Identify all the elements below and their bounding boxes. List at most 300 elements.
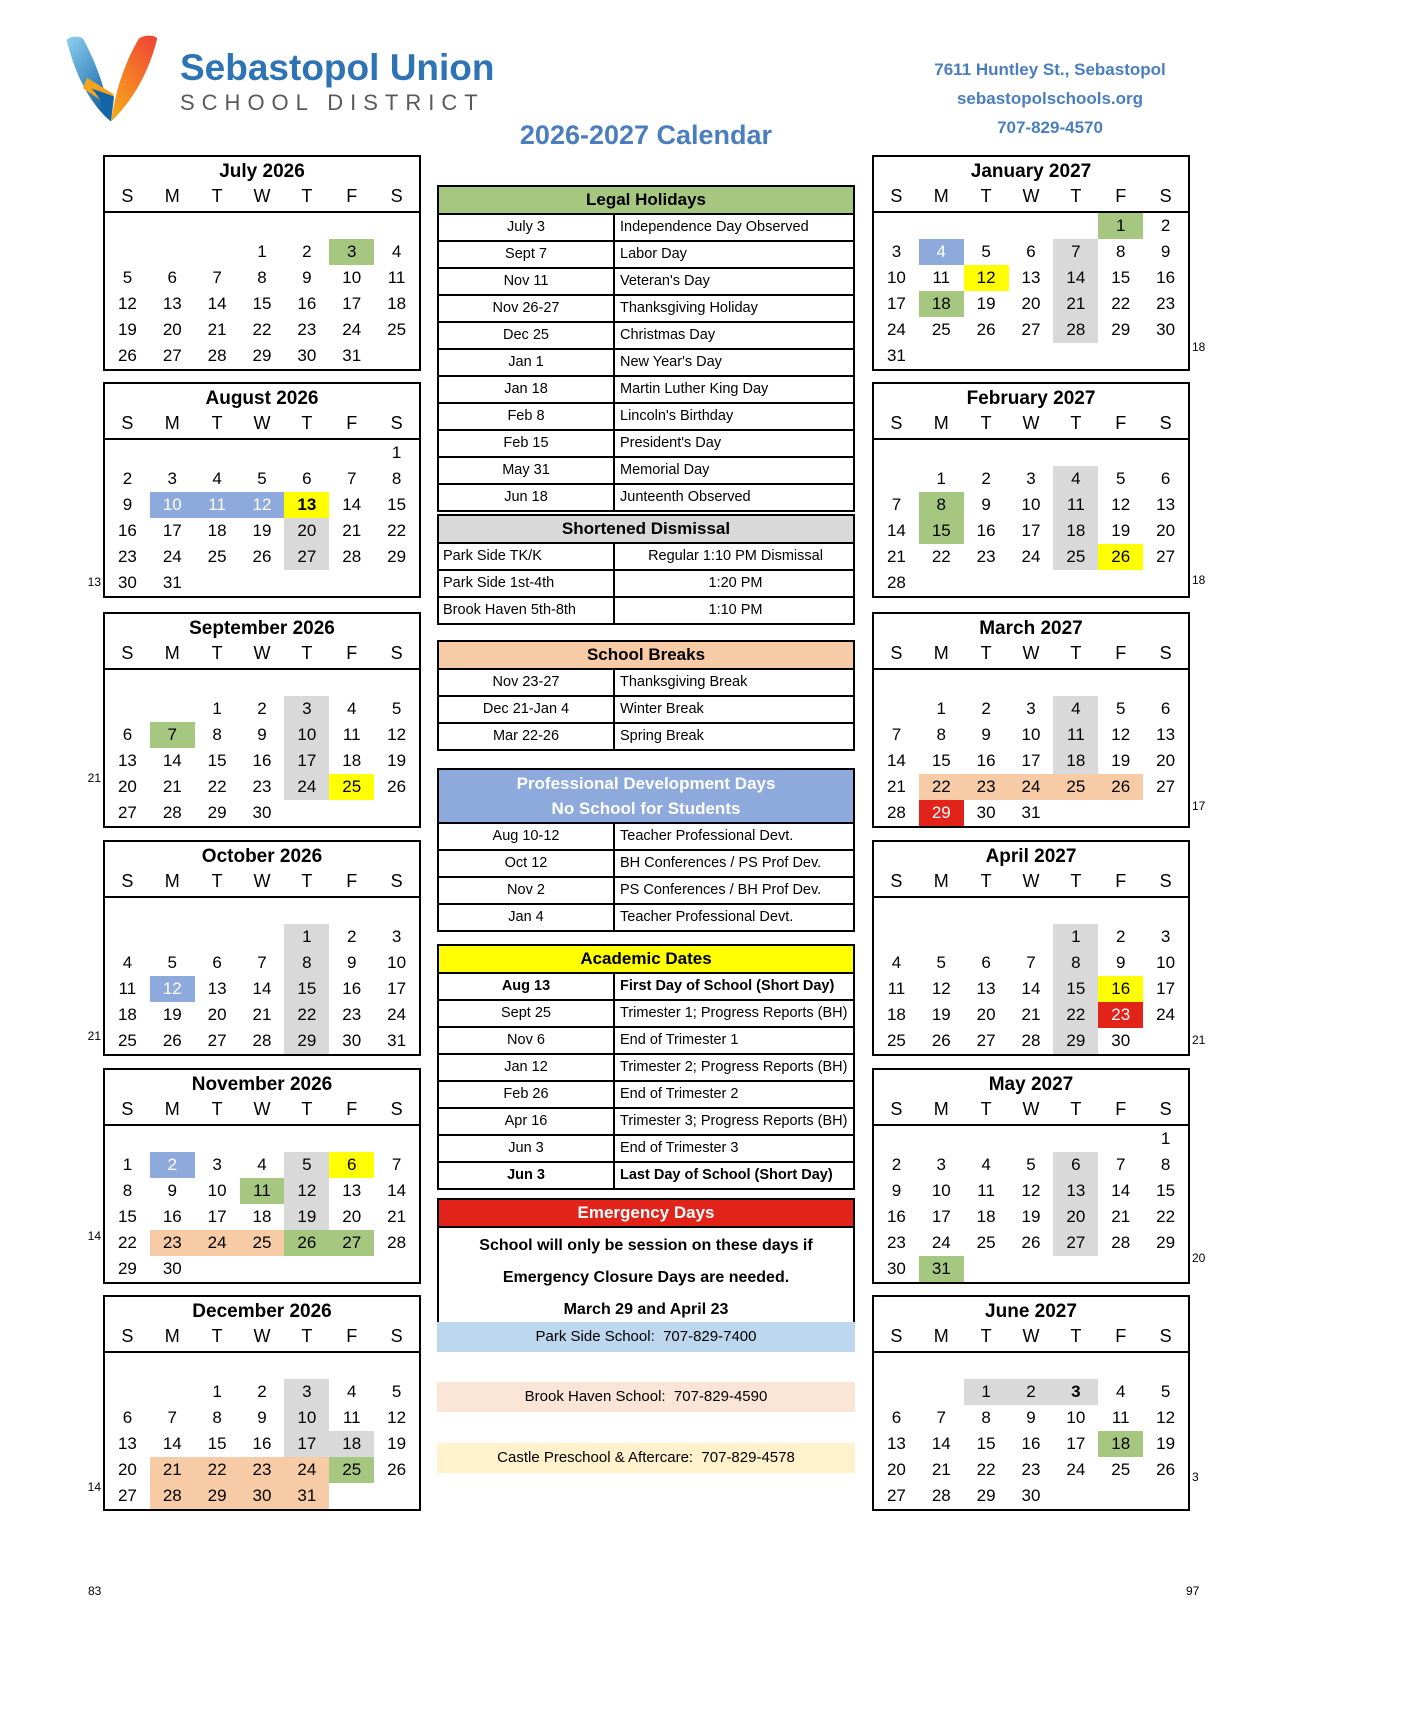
desc-cell: BH Conferences / PS Prof Dev. <box>620 855 822 871</box>
date-cell: Feb 8 <box>439 404 615 429</box>
day-cell: 17 <box>342 294 362 313</box>
day-cell: 21 <box>162 777 182 796</box>
day-cell <box>150 696 195 722</box>
day-cell: 10 <box>1021 495 1041 514</box>
day-cell: 20 <box>117 777 137 796</box>
day-cell: 15 <box>931 751 951 770</box>
month-title: November 2026 <box>191 1074 333 1095</box>
day-cell: 25 <box>329 774 374 800</box>
day-cell <box>105 898 150 924</box>
day-cell <box>874 1379 919 1405</box>
day-cell: 30 <box>342 1031 362 1050</box>
day-cell <box>150 213 195 239</box>
day-cell: 12 <box>240 492 285 518</box>
day-cell: 20 <box>886 1460 906 1479</box>
table-row <box>439 903 853 930</box>
day-cell: 20 <box>162 320 182 339</box>
day-cell: 5 <box>257 469 267 488</box>
desc-cell: Independence Day Observed <box>620 219 809 235</box>
weekday-label: M <box>933 643 949 663</box>
month-title: February 2027 <box>966 388 1096 409</box>
month-day-count: 13 <box>87 575 101 589</box>
day-cell <box>874 213 919 239</box>
date-cell: Dec 25 <box>439 323 615 348</box>
day-cell: 27 <box>207 1031 227 1050</box>
day-cell: 10 <box>1021 725 1041 744</box>
day-cell: 25 <box>1053 544 1098 570</box>
day-cell: 7 <box>891 495 902 514</box>
weekday-label: S <box>1159 413 1172 433</box>
day-cell: 13 <box>1156 725 1176 744</box>
day-cell: 8 <box>919 492 964 518</box>
weekday-label: F <box>346 1326 358 1346</box>
day-cell: 26 <box>1098 544 1143 570</box>
weekday-label: W <box>253 643 271 663</box>
day-cell <box>919 924 964 950</box>
weekday-label: F <box>346 186 358 206</box>
weekday-label: T <box>211 1326 223 1346</box>
day-cell: 6 <box>1053 1152 1098 1178</box>
day-cell <box>1098 1353 1143 1379</box>
day-cell: 5 <box>936 953 946 972</box>
day-cell <box>240 213 285 239</box>
month-day-count: 18 <box>1192 340 1206 354</box>
month-july-2026 <box>103 155 421 371</box>
day-cell <box>195 1126 240 1152</box>
day-cell <box>874 440 919 466</box>
day-cell: 4 <box>1115 1382 1126 1401</box>
day-cell: 20 <box>1156 521 1176 540</box>
weekday-header-row <box>874 184 1188 213</box>
day-cell: 28 <box>1021 1031 1041 1050</box>
weekday-label: S <box>121 1099 134 1119</box>
day-cell: 6 <box>167 268 177 287</box>
day-cell: 3 <box>1026 469 1036 488</box>
day-cell: 27 <box>284 544 329 570</box>
emergency-days-line-1: School will only be session on these days if <box>479 1237 813 1254</box>
month-day-count: 14 <box>87 1229 101 1243</box>
table-row <box>439 972 853 999</box>
day-cell: 27 <box>886 1486 906 1505</box>
day-cell: 9 <box>257 725 267 744</box>
day-cell: 14 <box>886 751 906 770</box>
day-cell: 6 <box>1026 242 1036 261</box>
school-contact-bar-3: Castle Preschool & Aftercare: 707-829-4578 <box>437 1443 855 1473</box>
weekday-label: S <box>390 1326 403 1346</box>
day-cell: 22 <box>1156 1207 1176 1226</box>
day-cell: 11 <box>1053 722 1098 748</box>
day-cell: 8 <box>391 469 402 488</box>
day-cell: 20 <box>1053 1204 1098 1230</box>
day-cell <box>105 670 150 696</box>
day-cell: 6 <box>1160 699 1171 718</box>
day-cell: 4 <box>391 242 402 261</box>
day-cell: 20 <box>976 1005 996 1024</box>
day-cell <box>874 898 919 924</box>
day-cell <box>1143 1483 1188 1509</box>
date-cell: Park Side TK/K <box>439 544 615 569</box>
day-cell: 16 <box>162 1207 182 1226</box>
school-contact-bar-1: Park Side School: 707-829-7400 <box>437 1322 855 1352</box>
day-cell: 25 <box>1111 1460 1131 1479</box>
day-cell <box>919 1126 964 1152</box>
weekday-label: M <box>164 871 180 891</box>
day-cell: 7 <box>167 1408 177 1427</box>
day-cell: 4 <box>257 1155 267 1174</box>
day-cell: 24 <box>1021 547 1041 566</box>
day-cell: 6 <box>302 469 312 488</box>
day-cell: 23 <box>1021 1460 1041 1479</box>
weekday-label: W <box>1022 186 1040 206</box>
day-cell: 22 <box>976 1460 996 1479</box>
day-cell: 30 <box>1156 320 1176 339</box>
day-cell: 16 <box>976 521 996 540</box>
day-cell: 9 <box>891 1181 902 1200</box>
weekday-label: T <box>980 413 992 433</box>
month-day-count: 21 <box>87 771 101 785</box>
day-cell: 31 <box>886 346 906 365</box>
day-cell: 28 <box>931 1486 951 1505</box>
day-cell: 13 <box>207 979 227 998</box>
desc-cell: Veteran's Day <box>620 273 710 289</box>
day-cell <box>329 440 374 466</box>
desc-cell: Thanksgiving Holiday <box>620 300 758 316</box>
date-cell: Nov 6 <box>439 1028 615 1053</box>
day-cell: 7 <box>150 722 195 748</box>
day-cell <box>329 213 374 239</box>
date-cell: Aug 10-12 <box>439 824 615 849</box>
desc-cell: Labor Day <box>620 246 687 262</box>
day-cell: 15 <box>117 1207 137 1226</box>
day-cell <box>1098 1256 1143 1282</box>
desc-cell: End of Trimester 1 <box>620 1032 739 1048</box>
weekday-label: M <box>164 1099 180 1119</box>
weekday-label: S <box>121 413 134 433</box>
weekday-label: S <box>390 1099 403 1119</box>
day-cell: 29 <box>207 803 227 822</box>
day-cell: 24 <box>284 774 329 800</box>
day-cell: 21 <box>886 777 906 796</box>
day-cell: 15 <box>1111 268 1131 287</box>
day-cell: 19 <box>976 294 996 313</box>
weekday-label: T <box>211 643 223 663</box>
day-cell: 9 <box>1115 953 1126 972</box>
day-cell <box>329 898 374 924</box>
month-day-grid <box>874 440 1188 596</box>
day-cell: 13 <box>162 294 182 313</box>
day-cell: 26 <box>1021 1233 1041 1252</box>
day-cell: 8 <box>1160 1155 1171 1174</box>
weekday-label: S <box>121 871 134 891</box>
weekday-label: S <box>1159 643 1172 663</box>
day-cell <box>1098 1483 1143 1509</box>
day-cell: 9 <box>257 1408 267 1427</box>
day-cell: 21 <box>1111 1207 1131 1226</box>
day-cell: 3 <box>167 469 177 488</box>
day-cell: 22 <box>207 777 227 796</box>
weekday-label: T <box>211 1099 223 1119</box>
date-cell: Jan 18 <box>439 377 615 402</box>
day-cell: 31 <box>162 573 182 592</box>
weekday-label: S <box>390 643 403 663</box>
day-cell: 16 <box>252 751 272 770</box>
day-cell: 23 <box>342 1005 362 1024</box>
day-cell: 3 <box>936 1155 946 1174</box>
emergency-days-line-3: March 29 and April 23 <box>563 1301 729 1318</box>
day-cell: 3 <box>1053 1379 1098 1405</box>
desc-cell: 1:20 PM <box>708 575 763 591</box>
day-cell <box>284 1126 329 1152</box>
day-cell <box>874 696 919 722</box>
day-cell: 6 <box>329 1152 374 1178</box>
district-logo-icon <box>60 34 164 130</box>
district-subtitle: SCHOOL DISTRICT <box>180 90 485 116</box>
day-cell: 18 <box>1053 518 1098 544</box>
day-cell: 15 <box>1156 1181 1176 1200</box>
day-cell: 12 <box>1156 1408 1176 1427</box>
weekday-label: S <box>890 186 903 206</box>
district-name-block <box>180 48 495 117</box>
day-cell <box>195 570 240 596</box>
day-cell <box>1143 800 1188 826</box>
desc-cell: 1:10 PM <box>708 602 763 618</box>
day-cell: 22 <box>1053 1002 1098 1028</box>
day-cell: 20 <box>1156 751 1176 770</box>
month-title: April 2027 <box>985 846 1077 867</box>
day-cell <box>964 670 1009 696</box>
day-cell: 31 <box>919 1256 964 1282</box>
day-cell <box>150 440 195 466</box>
month-february-2027 <box>872 382 1206 598</box>
table-row <box>439 695 853 722</box>
day-cell: 4 <box>346 1382 357 1401</box>
day-cell: 27 <box>162 346 182 365</box>
day-cell: 3 <box>1026 699 1036 718</box>
day-cell: 26 <box>252 547 272 566</box>
day-cell <box>964 1353 1009 1379</box>
day-cell <box>329 1353 374 1379</box>
day-cell: 27 <box>117 803 137 822</box>
day-cell: 5 <box>1160 1382 1171 1401</box>
day-cell: 23 <box>1098 1002 1143 1028</box>
weekday-label: S <box>890 871 903 891</box>
date-cell: Apr 16 <box>439 1109 615 1134</box>
day-cell: 10 <box>387 953 407 972</box>
day-cell: 9 <box>302 268 312 287</box>
weekday-label: F <box>1115 186 1127 206</box>
day-cell: 25 <box>976 1233 996 1252</box>
day-cell: 11 <box>195 492 240 518</box>
day-cell: 14 <box>162 1434 182 1453</box>
weekday-label: W <box>1022 643 1040 663</box>
day-cell: 25 <box>387 320 407 339</box>
month-title: June 2027 <box>985 1301 1077 1322</box>
date-cell: Oct 12 <box>439 851 615 876</box>
day-cell: 6 <box>1160 469 1171 488</box>
weekday-header-row <box>874 411 1188 440</box>
day-cell: 6 <box>981 953 991 972</box>
professional-development-table-header <box>439 770 853 822</box>
day-cell: 3 <box>284 696 329 722</box>
table-row <box>439 849 853 876</box>
day-cell: 14 <box>1053 265 1098 291</box>
desc-cell: New Year's Day <box>620 354 722 370</box>
day-cell: 4 <box>212 469 222 488</box>
emergency-days-line-2: Emergency Closure Days are needed. <box>502 1269 790 1286</box>
day-cell: 23 <box>252 777 272 796</box>
day-cell: 1 <box>212 699 222 718</box>
table-row <box>439 456 853 483</box>
day-cell: 24 <box>284 1457 329 1483</box>
desc-cell: End of Trimester 3 <box>620 1140 739 1156</box>
day-cell: 18 <box>252 1207 272 1226</box>
day-cell <box>105 1353 150 1379</box>
day-cell: 18 <box>886 1005 906 1024</box>
day-cell: 29 <box>1111 320 1131 339</box>
day-cell: 16 <box>976 751 996 770</box>
day-cell: 23 <box>964 774 1009 800</box>
day-cell: 23 <box>117 547 137 566</box>
day-cell: 5 <box>391 1382 402 1401</box>
day-cell <box>1143 570 1188 596</box>
day-cell: 6 <box>122 725 133 744</box>
day-cell: 3 <box>329 239 374 265</box>
month-august-2026 <box>87 382 421 598</box>
month-day-count: 21 <box>1192 1033 1206 1047</box>
day-cell: 5 <box>391 699 402 718</box>
date-cell: Jan 12 <box>439 1055 615 1080</box>
day-cell: 10 <box>886 268 906 287</box>
day-cell: 12 <box>1111 495 1131 514</box>
day-cell: 13 <box>284 492 329 518</box>
day-cell: 21 <box>207 320 227 339</box>
desc-cell: Trimester 3; Progress Reports (BH) <box>620 1113 848 1129</box>
day-cell: 5 <box>1115 469 1126 488</box>
day-cell: 7 <box>346 469 357 488</box>
day-cell: 8 <box>212 725 222 744</box>
day-cell: 2 <box>1160 216 1171 235</box>
day-cell <box>105 696 150 722</box>
day-cell: 16 <box>117 521 137 540</box>
day-cell: 2 <box>150 1152 195 1178</box>
day-cell: 13 <box>1053 1178 1098 1204</box>
day-cell: 29 <box>976 1486 996 1505</box>
day-cell <box>195 1256 240 1282</box>
day-cell: 8 <box>212 1408 222 1427</box>
weekday-header-row <box>874 1324 1188 1353</box>
day-cell: 19 <box>1111 751 1131 770</box>
day-cell: 30 <box>252 803 272 822</box>
table-row <box>439 348 853 375</box>
day-cell: 16 <box>1098 976 1143 1002</box>
weekday-header-row <box>105 184 419 213</box>
table-row <box>439 1026 853 1053</box>
day-cell: 17 <box>284 748 329 774</box>
day-cell: 14 <box>886 521 906 540</box>
day-cell: 17 <box>162 521 182 540</box>
day-cell: 6 <box>891 1408 902 1427</box>
weekday-label: F <box>346 413 358 433</box>
day-cell: 2 <box>891 1155 902 1174</box>
weekday-label: T <box>211 871 223 891</box>
day-cell: 26 <box>1098 774 1143 800</box>
weekday-label: M <box>933 413 949 433</box>
day-cell: 3 <box>212 1155 222 1174</box>
month-day-grid <box>874 898 1188 1054</box>
table-row <box>439 1080 853 1107</box>
month-day-count: 14 <box>87 1480 101 1494</box>
day-cell: 8 <box>981 1408 991 1427</box>
weekday-label: F <box>346 871 358 891</box>
day-cell <box>105 213 150 239</box>
weekday-label: M <box>164 186 180 206</box>
day-cell <box>1009 670 1054 696</box>
day-cell: 11 <box>342 725 361 744</box>
day-cell <box>329 1126 374 1152</box>
day-cell: 17 <box>886 294 906 313</box>
month-day-grid <box>105 898 419 1054</box>
day-cell: 1 <box>212 1382 222 1401</box>
day-cell <box>964 343 1009 369</box>
month-october-2026 <box>87 840 421 1056</box>
day-cell: 29 <box>195 1483 240 1509</box>
day-cell <box>874 670 919 696</box>
weekday-label: S <box>1159 1099 1172 1119</box>
day-cell: 5 <box>1026 1155 1036 1174</box>
semester-total-right: 97 <box>1186 1584 1200 1598</box>
day-cell: 11 <box>118 979 137 998</box>
weekday-label: S <box>390 413 403 433</box>
day-cell <box>374 1353 419 1379</box>
table-row <box>439 876 853 903</box>
day-cell: 8 <box>936 725 946 744</box>
weekday-label: T <box>980 1326 992 1346</box>
table-row <box>439 267 853 294</box>
weekday-label: W <box>1022 1099 1040 1119</box>
day-cell: 30 <box>886 1259 906 1278</box>
date-cell: Feb 26 <box>439 1082 615 1107</box>
day-cell: 2 <box>1115 927 1126 946</box>
day-cell: 29 <box>284 1028 329 1054</box>
day-cell <box>1098 343 1143 369</box>
day-cell: 1 <box>284 924 329 950</box>
weekday-label: S <box>390 186 403 206</box>
day-cell <box>919 213 964 239</box>
day-cell <box>1053 670 1098 696</box>
day-cell: 23 <box>886 1233 906 1252</box>
day-cell <box>329 800 374 826</box>
weekday-label: S <box>121 1326 134 1346</box>
day-cell: 24 <box>387 1005 407 1024</box>
weekday-label: M <box>933 1099 949 1119</box>
weekday-header-row <box>105 411 419 440</box>
month-september-2026 <box>87 612 421 828</box>
day-cell <box>919 343 964 369</box>
day-cell <box>964 1256 1009 1282</box>
professional-development-table-header-line2: No School for Students <box>551 799 741 818</box>
day-cell: 25 <box>1053 774 1098 800</box>
day-cell: 27 <box>1156 547 1176 566</box>
day-cell: 27 <box>976 1031 996 1050</box>
weekday-label: F <box>346 1099 358 1119</box>
day-cell: 20 <box>342 1207 362 1226</box>
day-cell <box>964 570 1009 596</box>
day-cell: 10 <box>284 1405 329 1431</box>
day-cell: 25 <box>240 1230 285 1256</box>
day-cell: 21 <box>342 521 362 540</box>
day-cell: 12 <box>117 294 137 313</box>
day-cell: 18 <box>207 521 227 540</box>
